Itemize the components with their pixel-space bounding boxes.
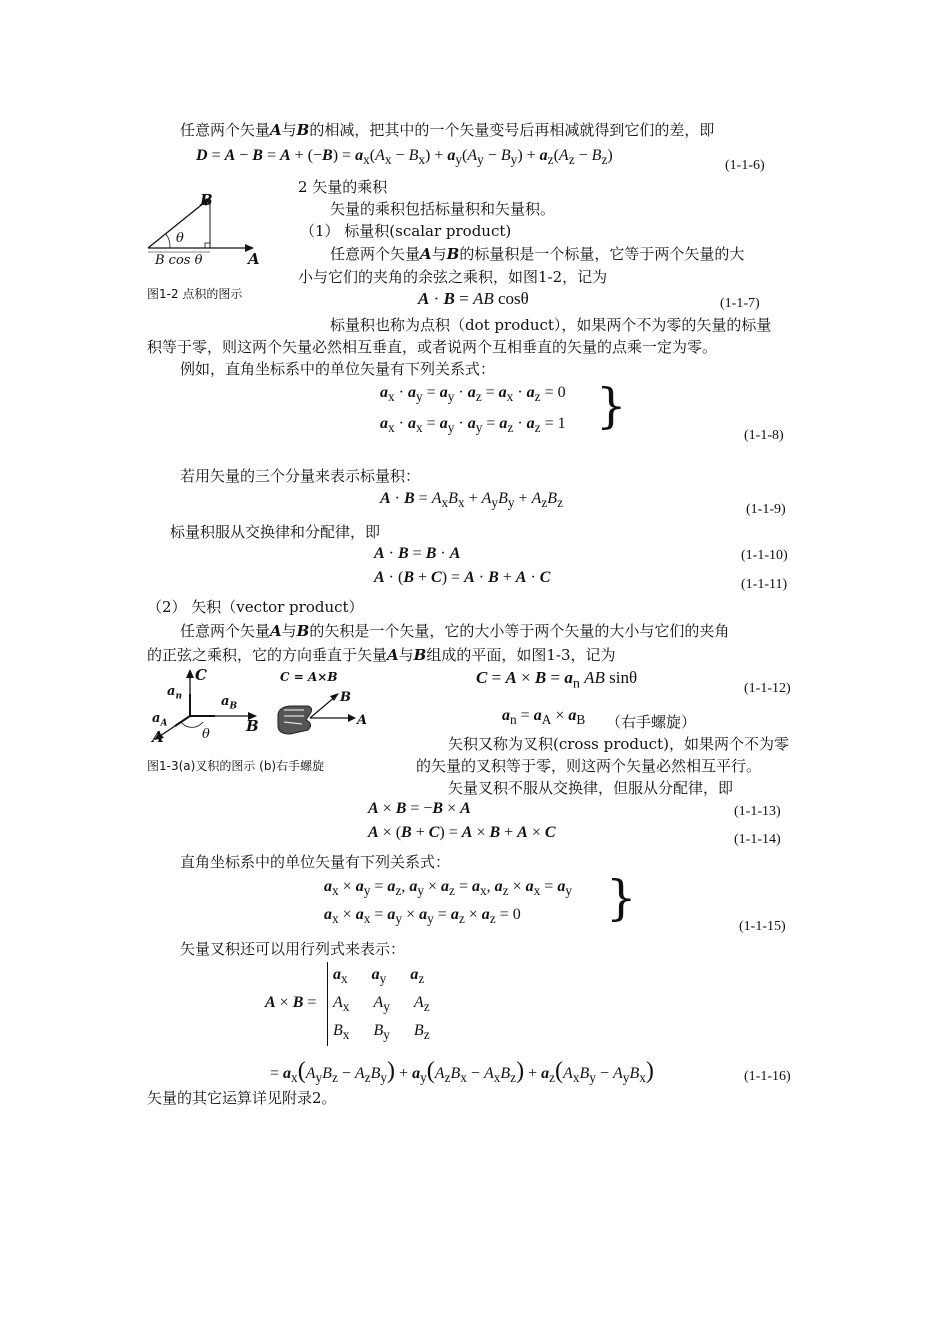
equation-number-1-1-16: (1-1-16) [744, 1069, 791, 1084]
paragraph-unit-cross: 直角坐标系中的单位矢量有下列关系式： [180, 853, 451, 871]
label-right-hand-rule: （右手螺旋） [606, 713, 697, 731]
paragraph-dot-2: 积等于零，则这两个矢量必然相互垂直，或者说两个互相垂直的矢量的点乘一定为零。 [147, 338, 718, 356]
fig-1-3b-label-B: B [340, 690, 351, 705]
equation-1-1-12: $C = A \times B = a_n$ AB sinθ [476, 668, 638, 692]
fig-1-3-label-A: A [152, 728, 164, 746]
equation-number-1-1-9: (1-1-9) [746, 502, 786, 517]
paragraph-vector-2: 的正弦之乘积，它的方向垂直于矢量A与B组成的平面，如图1-3，记为 [147, 646, 616, 664]
heading-scalar-product: （1） 标量积(scalar product) [300, 222, 512, 240]
figure-1-3b-right-hand [270, 684, 370, 748]
equation-1-1-11: A · (B + C) = A · B + A · C [374, 569, 551, 586]
equation-1-1-16-expansion: = $a_x(A_yB_z - A_zB_y) + a_y(A_zB_x - A_xB_z) + a_z(A_xB_y - A_yB_x)$ [270, 1058, 654, 1086]
paragraph-scalar-1: 任意两个矢量A与B的标量积是一个标量，它等于两个矢量的大 [330, 245, 745, 263]
paragraph-appendix: 矢量的其它运算详见附录2。 [147, 1089, 337, 1107]
angle-arc [166, 234, 170, 248]
paragraph-subtraction: 任意两个矢量A与B的相减，把其中的一个矢量变号后再相减就得到它们的差，即 [180, 121, 715, 139]
angle-arc-3a [181, 722, 203, 727]
brace-1-1-15: } [606, 870, 637, 926]
fig-1-3b-label-A: A [357, 713, 368, 728]
paragraph-vector-1: 任意两个矢量A与B的矢积是一个矢量，它的大小等于两个矢量的大小与它们的夹角 [180, 622, 730, 640]
paragraph-cross-1: 矢积又称为叉积(cross product)，如果两个不为零 [448, 735, 789, 753]
right-angle-mark [205, 243, 210, 248]
equation-number-1-1-14: (1-1-14) [734, 832, 781, 847]
equation-number-1-1-12: (1-1-12) [744, 681, 791, 696]
equation-1-1-6: $D = A - B = A + (-B) = a_x(A_x - B_x) + a_y(A_y - B_y) + a_z(A_z - B_z)$ [196, 147, 613, 168]
fig-1-3-label-aB: $a_B$ [221, 694, 238, 712]
axis-C-arrowhead [186, 669, 194, 678]
paragraph-example: 例如，直角坐标系中的单位矢量有下列关系式： [180, 360, 496, 378]
equation-1-1-16-lhs: A × B = [265, 994, 317, 1011]
fig-1-2-caption: 图1-2 点积的图示 [147, 287, 243, 301]
paragraph-cross-3: 矢量叉积不服从交换律，但服从分配律，即 [448, 779, 734, 797]
equation-number-1-1-10: (1-1-10) [741, 548, 788, 563]
brace-1-1-8: } [596, 378, 627, 434]
paragraph-components: 若用矢量的三个分量来表示标量积： [180, 467, 421, 485]
equation-1-1-13: A × B = −B × A [368, 800, 471, 817]
equation-1-1-15-b: $a_x \times a_x = a_y \times a_y = a_z \times a_z = 0$ [324, 906, 521, 927]
fig-1-2-label-Bcos: B cos θ [155, 253, 203, 268]
fig-1-3-label-aA: $a_A$ [152, 711, 168, 729]
fig-1-3-label-B: B [246, 717, 259, 735]
equation-number-1-1-8: (1-1-8) [744, 428, 784, 443]
equation-number-1-1-11: (1-1-11) [741, 577, 788, 592]
fig-1-3-label-an: $a_n$ [167, 684, 182, 702]
paragraph-cross-2: 的矢量的叉积等于零，则这两个矢量必然相互平行。 [416, 757, 762, 775]
equation-number-1-1-15: (1-1-15) [739, 919, 786, 934]
equation-1-1-14: A × (B + C) = A × B + A × C [368, 824, 556, 841]
equation-number-1-1-7: (1-1-7) [720, 296, 760, 311]
fig-1-2-label-theta: θ [176, 231, 184, 246]
fig-1-2-label-A: A [248, 250, 260, 268]
fig-1-3-label-C: C [195, 666, 207, 684]
determinant-bar [327, 962, 328, 1046]
fig-1-3-caption: 图1-3(a)叉积的图示 (b)右手螺旋 [147, 759, 325, 773]
paragraph-product-intro: 矢量的乘积包括标量积和矢量积。 [330, 200, 556, 218]
paragraph-scalar-2: 小与它们的夹角的余弦之乘积，如图1-2，记为 [298, 268, 608, 286]
fig-1-2-label-B: B [200, 191, 213, 209]
equation-number-1-1-13: (1-1-13) [734, 804, 781, 819]
determinant-row-1: $a_x$ $a_y$ $a_z$ [333, 966, 425, 987]
hand-axis-A-arrowhead [348, 714, 356, 722]
paragraph-determinant: 矢量叉积还可以用行列式来表示： [180, 940, 406, 958]
equation-1-1-9: $A \cdot B = A_xB_x + A_yB_y + A_zB_z$ [380, 490, 563, 511]
fig-1-3b-label-eq: C = A×B [280, 670, 338, 684]
heading-vector-product: 2 矢量的乘积 [298, 178, 388, 196]
determinant-row-2: $A_x$ $A_y$ $A_z$ [333, 994, 430, 1015]
equation-number-1-1-6: (1-1-6) [725, 158, 765, 173]
equation-an: $a_n = a_A \times a_B$ [502, 707, 586, 728]
equation-1-1-8-a: $a_x \cdot a_y = a_y \cdot a_z = a_x \cdot a_z = 0$ [380, 384, 566, 405]
equation-1-1-10: A · B = B · A [374, 545, 461, 562]
hand-axis-B [310, 696, 336, 718]
determinant-row-3: $B_x$ $B_y$ $B_z$ [333, 1022, 430, 1043]
unit-aA [175, 716, 190, 726]
paragraph-dot-1: 标量积也称为点积（dot product），如果两个不为零的矢量的标量 [330, 316, 772, 334]
equation-1-1-15-a: $a_x \times a_y = a_z$, $a_y \times a_z = a_x$, $a_z \times a_x = a_y$ [324, 878, 572, 899]
fig-1-3-label-theta: θ [202, 727, 210, 742]
equation-1-1-7: A · B = AB cosθ [418, 289, 529, 308]
heading-cross-product: （2） 矢积（vector product） [147, 598, 364, 616]
paragraph-laws: 标量积服从交换律和分配律，即 [170, 523, 381, 541]
equation-1-1-8-b: $a_x \cdot a_x = a_y \cdot a_y = a_z \cdot a_z = 1$ [380, 415, 566, 436]
